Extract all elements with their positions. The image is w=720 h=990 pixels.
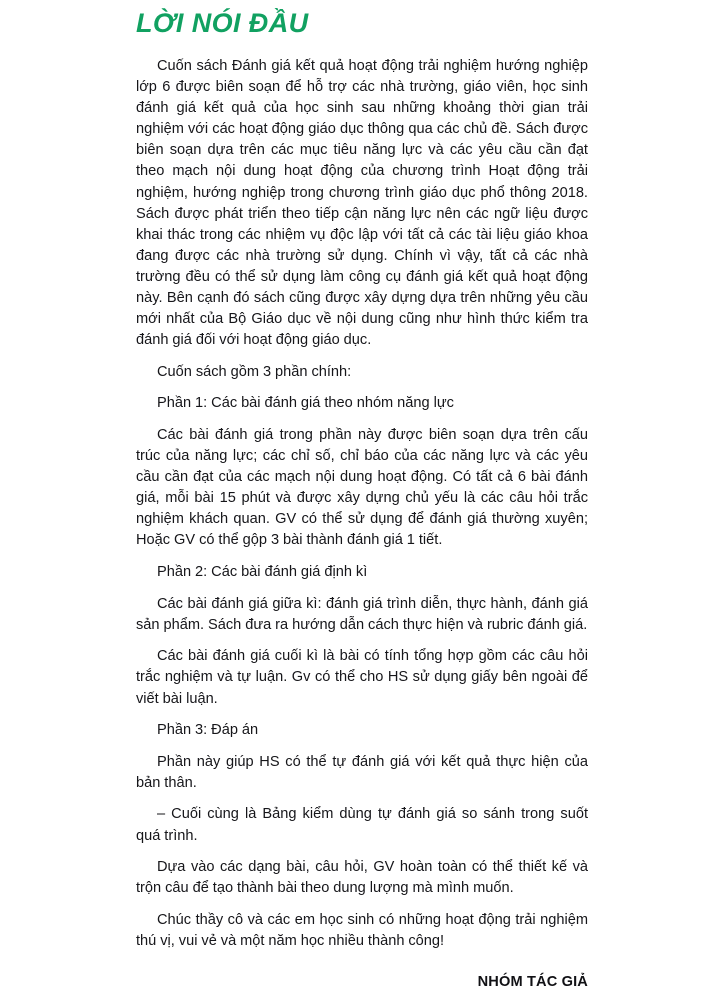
- paragraph-part-1-body: Các bài đánh giá trong phần này được biên soạn dựa trên cấu trúc của năng lực; các chỉ số, chỉ báo của các năng lực và các yêu cầu cần đạt của các mạch nội dung hoạt động. Có tất cả 6 bài đánh giá, mỗi bài 15 phút và được xây dựng chủ yếu là các câu hỏi trắc nghiệm khách quan. GV có thể sử dụng để đánh giá thường xuyên; Hoặc GV có thể gộp 3 bài thành đánh giá 1 tiết.: [136, 427, 588, 549]
- paragraph-part-3-body: Phần này giúp HS có thể tự đánh giá với kết quả thực hiện của bản thân.: [136, 753, 588, 791]
- heading-part-3: Phần 3: Đáp án: [157, 722, 259, 739]
- heading-part-2: Phần 2: Các bài đánh giá định kì: [157, 564, 368, 581]
- paragraph-intro: Cuốn sách Đánh giá kết quả hoạt động trải nghiệm hướng nghiệp lớp 6 được biên soạn để hỗ trợ các nhà trường, giáo viên, học sinh đánh giá kết quả của học sinh sau những khoảng thời gian trải nghiệm với các hoạt động giáo dục thông qua các chủ đề. Sách được biên soạn dựa trên các mục tiêu năng lực và các yêu cầu cần đạt theo mạch nội dung hoạt động của chương trình Hoạt động trải nghiệm, hướng nghiệp trong chương trình giáo dục phổ thông 2018. Sách được phát triển theo tiếp cận năng lực nên các ngữ liệu được khai thác trong các nhiệm vụ độc lập với tất cả các tài liệu giáo khoa đang được các nhà trường sử dụng. Chính vì vậy, tất cả các nhà trường đều có thể sử dụng làm công cụ đánh giá kết quả hoạt động này. Bên cạnh đó sách cũng được xây dựng dựa trên những yêu cầu mới nhất của Bộ Giáo dục về nội dung cũng như hình thức kiểm tra đánh giá đối với hoạt động giáo dục.: [136, 58, 588, 349]
- paragraph-part-2-midterm: Các bài đánh giá giữa kì: đánh giá trình diễn, thực hành, đánh giá sản phẩm. Sách đưa ra hướng dẫn cách thực hiện và rubric đánh giá.: [136, 595, 588, 633]
- document-body: [136, 56, 588, 990]
- author-signature: NHÓM TÁC GIẢ: [477, 973, 588, 990]
- paragraph-closing: Chúc thầy cô và các em học sinh có những hoạt động trải nghiệm thú vị, vui vẻ và một năm học nhiều thành công!: [136, 911, 588, 949]
- heading-part-1: Phần 1: Các bài đánh giá theo nhóm năng lực: [157, 395, 454, 412]
- page-title: LỜI NÓI ĐẦU: [136, 8, 309, 38]
- document-content: [136, 0, 588, 990]
- paragraph-structure-lead: Cuốn sách gồm 3 phần chính:: [157, 363, 352, 380]
- paragraph-part-2-final: Các bài đánh giá cuối kì là bài có tính tổng hợp gồm các câu hỏi trắc nghiệm và tự luận. Gv có thể cho HS sử dụng giấy bên ngoài để viết bài luận.: [136, 648, 588, 707]
- paragraph-customization-note: Dựa vào các dạng bài, câu hỏi, GV hoàn toàn có thể thiết kế và trộn câu để tạo thành bài theo dung lượng mà mình muốn.: [136, 859, 588, 897]
- paragraph-checklist-note: – Cuối cùng là Bảng kiểm dùng tự đánh giá so sánh trong suốt quá trình.: [136, 806, 588, 844]
